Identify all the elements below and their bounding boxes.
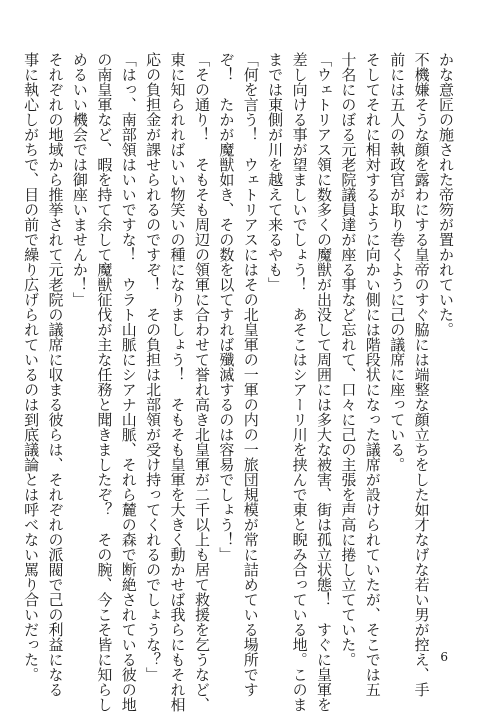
text-line: 応の負担金が課せられるのですぞ！ その負担は北部領が受け持ってくれるのでしょうな？」 [144,52,163,682]
text-line: 東に知られればいい物笑いの種になりましょう！ そもそも皇軍を大きく動かせば我らにもそれ相 [168,52,187,712]
vertical-text-block [22,52,458,712]
text-line: 「はっ、南部領はいいですな！ ウラト山脈にシアナ山脈、それら麓の森で断絶されている彼の地 [119,52,138,712]
text-line: 「何を言う！ ウェトリアスにはその北皇軍の一軍の内の一旅団規模が常に詰めている場所です [241,52,260,697]
text-line: めるいい機会では御座いませんか！」 [70,52,89,307]
text-line: までは東側が川を越えて来るやも」 [266,52,285,292]
text-line: かな意匠の施された帝笏が置かれていた。 [437,52,455,337]
text-line: の南皇軍など、暇を持て余して魔獣征伐が主な任務と聞きましたぞ？ その腕、今こそ皆に知らし [95,52,114,712]
text-line: 「ウェトリアス領に数多くの魔獣が出没して周囲には多大な被害、街は孤立状態！ すぐに皇軍を [314,52,333,712]
text-line: 「その通り！ そもそも周辺の領軍に合わせて誉れ高き北皇軍が二千以上も居て救援を乞うなど、 [192,52,211,712]
text-line: 十名にのぼる元老院議員達が座る事など忘れて、口々に己の主張を声高に捲し立てていた。 [339,52,358,667]
text-line: 前には五人の執政官が取り巻くように己の議席に座っている。 [388,52,407,472]
text-line: ぞ！ たかが魔獣如き、その数を以てすれば殲滅するのは容易でしょう！」 [217,52,236,562]
text-line: そしてそれに相対するように向かい側には階段状になった議席が設けられていたが、そこでは五 [363,52,382,697]
text-line: 差し向ける事が望ましいでしょう！ あそこはシアーリ川を挟んで東と睨み合っている地。このま [290,52,309,712]
text-line: 不機嫌そうな顔を露わにする皇帝のすぐ脇には端整な顔立ちをした如才なげな若い男が控え、手 [412,52,431,697]
text-line: 事に執心しがちで、目の前で繰り広げられているのは到底議論とは呼べない罵り合いだった。 [22,52,41,682]
page-number: 6 [440,650,448,664]
text-line: それぞれの地域から推挙されて元老院の議席に収まる彼らは、それぞれの派閥で己の利益になる [46,52,65,697]
